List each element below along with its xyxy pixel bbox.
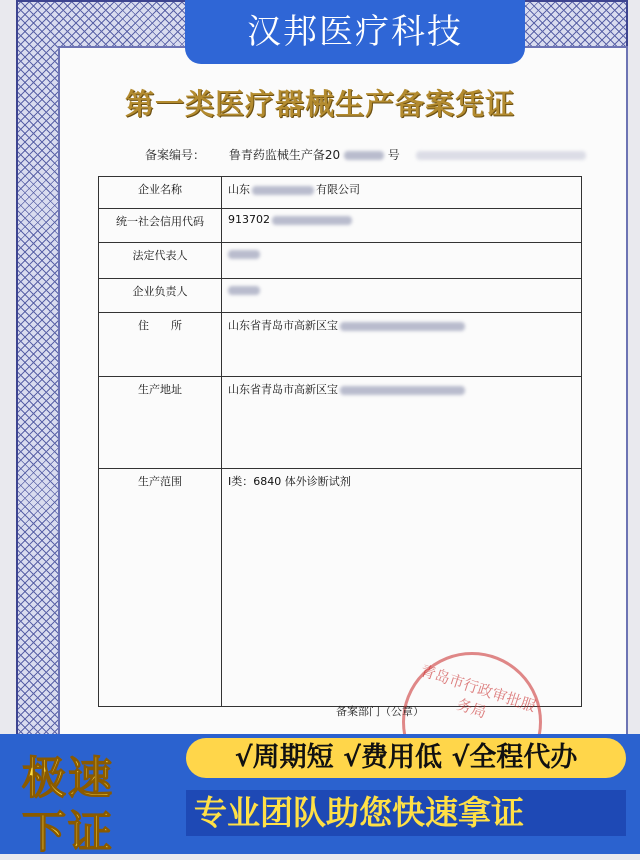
field-label: 生产范围 — [99, 469, 222, 707]
field-value: 913702 — [222, 209, 582, 243]
filing-department-label: 备案部门（公章） — [336, 705, 424, 718]
field-label: 企业负责人 — [99, 279, 222, 313]
field-label: 统一社会信用代码 — [99, 209, 222, 243]
redacted-mark — [416, 151, 586, 160]
field-label: 企业名称 — [99, 177, 222, 209]
promo-speed-line2: 下证 — [22, 807, 114, 858]
field-value: 山东省青岛市高新区宝 — [222, 377, 582, 469]
field-value — [222, 279, 582, 313]
table-row — [99, 313, 582, 377]
promo-slogan: 专业团队助您快速拿证 — [186, 790, 626, 836]
promo-speed-line1: 极速 — [22, 753, 114, 804]
official-seal: 青岛市行政审批服务局 — [402, 652, 542, 792]
field-value: Ⅰ类：6840 体外诊断试剂 — [222, 469, 582, 707]
certificate-title: 第一类医疗器械生产备案凭证 — [124, 87, 515, 121]
field-label: 住 所 — [99, 313, 222, 377]
field-label: 生产地址 — [99, 377, 222, 469]
field-value — [222, 243, 582, 279]
redacted-mark — [344, 151, 384, 160]
promo-features: √周期短 √费用低 √全程代办 — [186, 738, 626, 778]
table-row — [99, 377, 582, 469]
table-row — [99, 209, 582, 243]
reg-suffix: 号 — [387, 148, 400, 162]
field-value: 山东 有限公司 — [222, 177, 582, 209]
certificate-table — [98, 176, 582, 707]
reg-label: 备案编号： — [145, 148, 206, 162]
table-row — [99, 177, 582, 209]
promo-speed-block — [0, 734, 178, 858]
table-row — [99, 279, 582, 313]
table-row — [99, 243, 582, 279]
reg-value: 鲁青药监械生产备20 — [228, 148, 341, 162]
registration-number — [145, 146, 586, 163]
field-label: 法定代表人 — [99, 243, 222, 279]
field-value: 山东省青岛市高新区宝 — [222, 313, 582, 377]
brand-banner: 汉邦医疗科技 — [185, 0, 525, 64]
